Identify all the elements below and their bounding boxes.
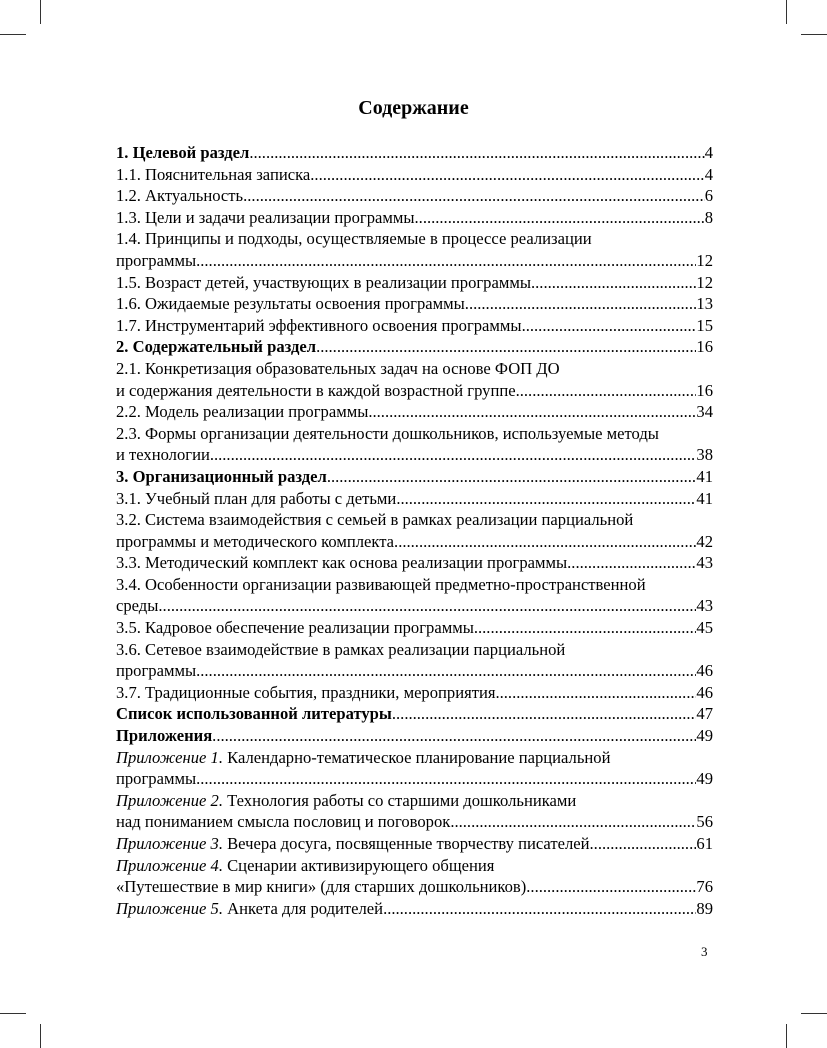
toc-entry-lead: [116, 574, 713, 596]
page-title: Содержание: [358, 97, 469, 119]
toc-entry[interactable]: [116, 898, 713, 920]
toc-page-number: 12: [696, 272, 713, 292]
appendix-label: Приложение 3.: [116, 834, 223, 853]
dot-leader: [590, 833, 697, 855]
dot-leader: [522, 315, 697, 337]
dot-leader: [465, 293, 697, 315]
dot-leader: [196, 660, 696, 682]
toc-entry-text: Приложения: [116, 726, 213, 746]
toc-entry-text: 1. Целевой раздел: [116, 143, 250, 162]
crop-mark: [0, 34, 26, 35]
dot-leader: [474, 617, 697, 639]
dot-leader: [243, 185, 705, 207]
toc-entry-lead: [116, 358, 713, 380]
toc-entry-text: 1.7. Инструментарий эффективного освоения программы: [116, 315, 522, 335]
toc-entry-text: Календарно-тематическое планирование парциальной: [222, 747, 611, 767]
toc-entry-text: Технология работы со старшими дошкольниками: [222, 790, 577, 810]
dot-leader: [526, 876, 696, 898]
crop-mark: [801, 34, 827, 35]
toc-entry-text: 1.3. Цели и задачи реализации программы: [116, 207, 415, 227]
toc-entry[interactable]: [116, 250, 713, 272]
dot-leader: [531, 272, 696, 294]
page-number: 3: [701, 944, 708, 959]
crop-mark: [801, 1013, 827, 1014]
toc-entry-lead: [116, 790, 713, 812]
toc-entry-text: программы и методического комплекта: [116, 531, 395, 551]
dot-leader: [196, 768, 696, 790]
toc-page-number: 41: [696, 488, 713, 508]
crop-mark: [786, 0, 787, 24]
dot-leader: [394, 531, 696, 553]
toc-entry-text: программы: [116, 661, 197, 681]
toc-page-number: 34: [696, 402, 713, 422]
toc-entry[interactable]: [116, 703, 713, 725]
toc-entry[interactable]: [116, 142, 713, 164]
toc-entry[interactable]: [116, 315, 713, 337]
dot-leader: [450, 811, 696, 833]
toc-entry-text: 1.4. Принципы и подходы, осуществляемые в процессе реализации: [116, 229, 592, 249]
toc-entry-text: 2.2. Модель реализации программы: [116, 402, 369, 422]
toc-entry-text: Сценарии активизирующего общения: [222, 855, 495, 875]
dot-leader: [212, 725, 696, 747]
toc-entry-text: программы: [116, 769, 197, 789]
crop-mark: [40, 0, 41, 24]
crop-mark: [40, 1024, 41, 1048]
toc-entry[interactable]: [116, 595, 713, 617]
appendix-label: Приложение 2.: [116, 790, 223, 810]
toc-entry[interactable]: [116, 293, 713, 315]
toc-entry-text: 3.4. Особенности организации развивающей предметно-пространственной: [116, 574, 646, 594]
toc-entry[interactable]: [116, 811, 713, 833]
toc-page-number: 13: [696, 294, 713, 314]
toc-entry-text: программы: [116, 250, 197, 270]
toc-page-number: 47: [696, 704, 713, 724]
toc-entry-text: 3.7. Традиционные события, праздники, мероприятия: [116, 682, 496, 702]
toc-entry-text: среды: [116, 596, 159, 616]
dot-leader: [158, 595, 696, 617]
toc-entry-lead: [116, 639, 713, 661]
toc-entry[interactable]: [116, 725, 713, 747]
toc-entry-text: 2. Содержательный раздел: [116, 337, 317, 357]
toc-entry-lead: [116, 855, 713, 877]
toc-entry[interactable]: [116, 876, 713, 898]
toc-entry-text: и содержания деятельности в каждой возрастной группе: [116, 380, 516, 400]
dot-leader: [327, 466, 697, 488]
toc-entry-lead: [116, 747, 713, 769]
toc-entry[interactable]: [116, 185, 713, 207]
dot-leader: [415, 207, 705, 229]
toc-entry[interactable]: [116, 617, 713, 639]
toc-page-number: 4: [704, 143, 713, 162]
toc-entry[interactable]: [116, 531, 713, 553]
toc-page-number: 4: [704, 164, 713, 184]
toc-entry[interactable]: [116, 768, 713, 790]
dot-leader: [567, 552, 696, 574]
toc-page-number: 38: [696, 445, 713, 465]
toc-entry-text: 3.5. Кадровое обеспечение реализации программы: [116, 618, 474, 638]
appendix-label: Приложение 5.: [116, 898, 223, 918]
toc-entry-lead: [116, 509, 713, 531]
toc-entry-text: 1.6. Ожидаемые результаты освоения программы: [116, 294, 465, 314]
toc-entry-text: 3.6. Сетевое взаимодействие в рамках реализации парциальной: [116, 639, 566, 659]
toc-page-number: 15: [696, 315, 713, 335]
toc-entry-text: Анкета для родителей: [222, 898, 384, 918]
toc-entry-text: 1.2. Актуальность: [116, 186, 244, 206]
toc-page-number: 43: [696, 553, 713, 573]
toc-entry[interactable]: [116, 833, 713, 855]
toc-page-number: 46: [696, 682, 713, 702]
toc-entry-text: 1.5. Возраст детей, участвующих в реализации программы: [116, 272, 531, 292]
dot-leader: [196, 250, 696, 272]
toc-page-number: 46: [696, 661, 713, 681]
toc-page-number: 76: [696, 877, 713, 897]
toc-page-number: 41: [696, 466, 713, 486]
dot-leader: [249, 142, 704, 164]
toc-entry[interactable]: [116, 682, 713, 704]
toc-entry-text: 3.2. Система взаимодействия с семьей в рамках реализации парциальной: [116, 510, 634, 530]
toc-entry[interactable]: [116, 164, 713, 186]
toc-entry-text: 3. Организационный раздел: [116, 466, 327, 486]
toc-entry[interactable]: [116, 380, 713, 402]
dot-leader: [495, 682, 696, 704]
dot-leader: [316, 336, 696, 358]
toc-entry-text: «Путешествие в мир книги» (для старших дошкольников): [116, 877, 527, 897]
toc-page-number: 49: [696, 726, 713, 746]
dot-leader: [310, 164, 704, 186]
toc-page-number: 45: [696, 618, 713, 638]
toc-page-number: 49: [696, 769, 713, 789]
toc-entry-lead: [116, 423, 713, 445]
dot-leader: [368, 401, 696, 423]
toc-entry-text: 1.1. Пояснительная записка: [116, 164, 311, 184]
toc-entry[interactable]: [116, 488, 713, 510]
toc-page-number: 16: [696, 380, 713, 400]
toc-page-number: 43: [696, 596, 713, 616]
appendix-label: Приложение 4.: [116, 855, 223, 875]
appendix-label: Приложение 1.: [116, 747, 223, 767]
toc-page-number: 16: [696, 337, 713, 357]
toc-entry[interactable]: [116, 336, 713, 358]
toc-entry-text: над пониманием смысла пословиц и поговорок: [116, 812, 451, 832]
toc-entry[interactable]: [116, 207, 713, 229]
dot-leader: [516, 380, 697, 402]
dot-leader: [392, 703, 697, 725]
toc-page-number: 8: [704, 207, 713, 227]
toc-page-number: 12: [696, 250, 713, 270]
toc-entry-text: Список использованной литературы: [116, 704, 392, 724]
dot-leader: [210, 444, 697, 466]
table-of-contents: [116, 142, 713, 919]
crop-mark: [786, 1024, 787, 1048]
toc-page-number: 56: [696, 812, 713, 832]
dot-leader: [396, 488, 696, 510]
crop-mark: [0, 1013, 26, 1014]
toc-entry-text: Вечера досуга, посвященные творчеству писателей: [222, 834, 590, 853]
dot-leader: [383, 898, 696, 920]
toc-entry-text: 3.1. Учебный план для работы с детьми: [116, 488, 397, 508]
toc-entry[interactable]: [116, 466, 713, 488]
toc-entry[interactable]: [116, 660, 713, 682]
toc-entry-text: 3.3. Методический комплект как основа реализации программы: [116, 553, 568, 573]
toc-page-number: 61: [696, 834, 713, 853]
toc-entry[interactable]: [116, 272, 713, 294]
toc-entry-text: и технологии: [116, 445, 210, 465]
toc-page-number: 42: [696, 531, 713, 551]
toc-entry[interactable]: [116, 401, 713, 423]
toc-entry-text: 2.1. Конкретизация образовательных задач на основе ФОП ДО: [116, 358, 560, 378]
toc-entry-text: 2.3. Формы организации деятельности дошкольников, используемые методы: [116, 423, 659, 443]
toc-page-number: 89: [696, 898, 713, 918]
toc-entry[interactable]: [116, 444, 713, 466]
toc-entry-lead: [116, 228, 713, 250]
toc-entry[interactable]: [116, 552, 713, 574]
toc-page-number: 6: [704, 186, 713, 206]
